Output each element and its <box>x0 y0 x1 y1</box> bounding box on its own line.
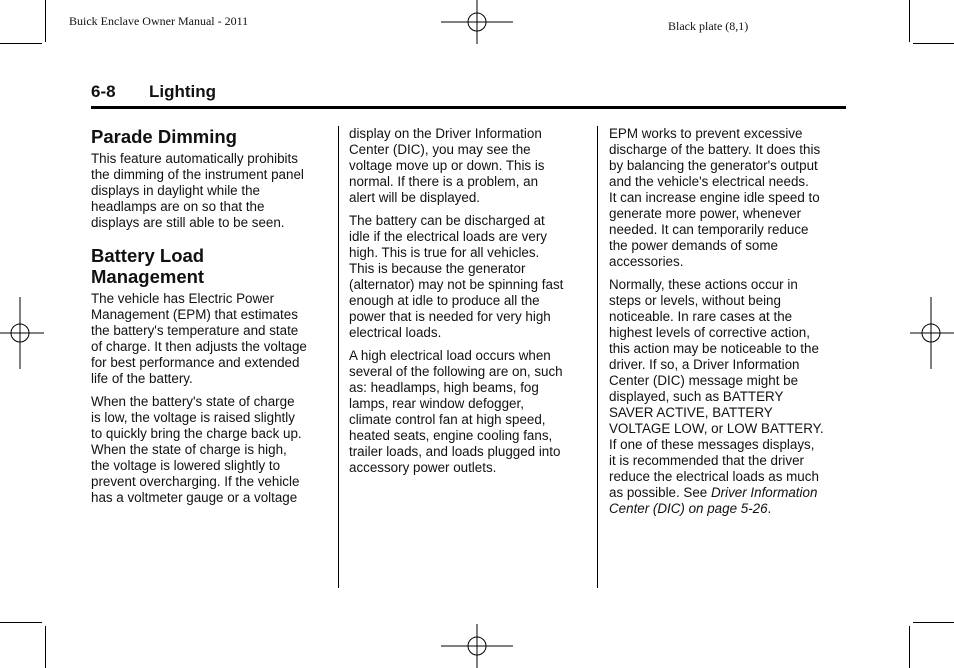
paragraph-text: Normally, these actions occur in steps or levels, without being noticeable. In rare cases at the highest levels of corrective action, this action may be noticeable to the driver. If so, a Driver Information Center (DIC) message might be displayed, such as BATTERY SAVER ACTIVE, BATTERY VOLTAGE LOW, or LOW BATTERY. If one of these messages displays, it is recommended that the driver reduce the electrical loads as much as possible. See <box>609 277 824 500</box>
paragraph: EPM works to prevent excessive discharge of the battery. It does this by balancing the generator's output and the vehicle's electrical needs. It can increase engine idle speed to generate more power, whenever needed. It can temporarily reduce the power demands of some accessories. <box>609 126 821 269</box>
crop-mark <box>0 622 42 623</box>
paragraph: A high electrical load occurs when several of the following are on, such as: headlamps, high beams, fog lamps, rear window defogger, climate control fan at high speed, heated seats, engine cooling fans, trailer loads, and loads plugged into accessory power outlets. <box>349 348 563 475</box>
heading-battery-load-management: Battery Load Management <box>91 245 205 287</box>
paragraph: When the battery's state of charge is low, the voltage is raised slightly to quickly bring the charge back up. When the state of charge is high, the voltage is lowered slightly to prevent overcharging. If the vehicle has a voltmeter gauge or a voltage <box>91 394 302 505</box>
section-number: 6-8 <box>91 82 116 101</box>
registration-mark-icon <box>910 297 954 369</box>
paragraph <box>609 277 849 517</box>
crop-mark <box>913 43 954 44</box>
column-divider <box>597 126 598 588</box>
manual-title: Buick Enclave Owner Manual - 2011 <box>69 14 249 28</box>
crop-mark <box>0 43 42 44</box>
column-3 <box>609 126 849 524</box>
registration-mark-icon <box>441 624 513 668</box>
column-divider <box>338 126 339 588</box>
paragraph: display on the Driver Information Center (DIC), you may see the voltage move up or down. This is normal. If there is a problem, an alert will be displayed. <box>349 126 545 205</box>
plate-label: Black plate (8,1) <box>668 19 749 33</box>
paragraph-end: . <box>767 501 772 516</box>
paragraph: This feature automatically prohibits the dimming of the instrument panel displays in daylight while the headlamps are on so that the displays are still able to be seen. <box>91 151 304 230</box>
crop-mark <box>909 0 910 42</box>
paragraph: The battery can be discharged at idle if the electrical loads are very high. This is true for all vehicles. This is because the generator (alternator) may not be spinning fast enough at idle to produce all the power that is needed for very high electrical loads. <box>349 213 564 340</box>
column-1 <box>91 126 331 513</box>
crop-mark <box>909 626 910 668</box>
section-header <box>91 80 846 109</box>
crop-mark <box>913 622 954 623</box>
section-title: Lighting <box>149 82 217 101</box>
crop-mark <box>45 626 46 668</box>
cross-reference-link[interactable]: Driver Information Center (DIC) on page 5-26 <box>609 485 818 516</box>
column-2 <box>349 126 589 483</box>
heading-parade-dimming: Parade Dimming <box>91 126 237 147</box>
registration-mark-icon <box>441 0 513 44</box>
paragraph: The vehicle has Electric Power Management (EPM) that estimates the battery's temperature and state of charge. It then adjusts the voltage for best performance and extended life of the battery. <box>91 291 307 386</box>
crop-mark <box>45 0 46 42</box>
registration-mark-icon <box>0 297 44 369</box>
